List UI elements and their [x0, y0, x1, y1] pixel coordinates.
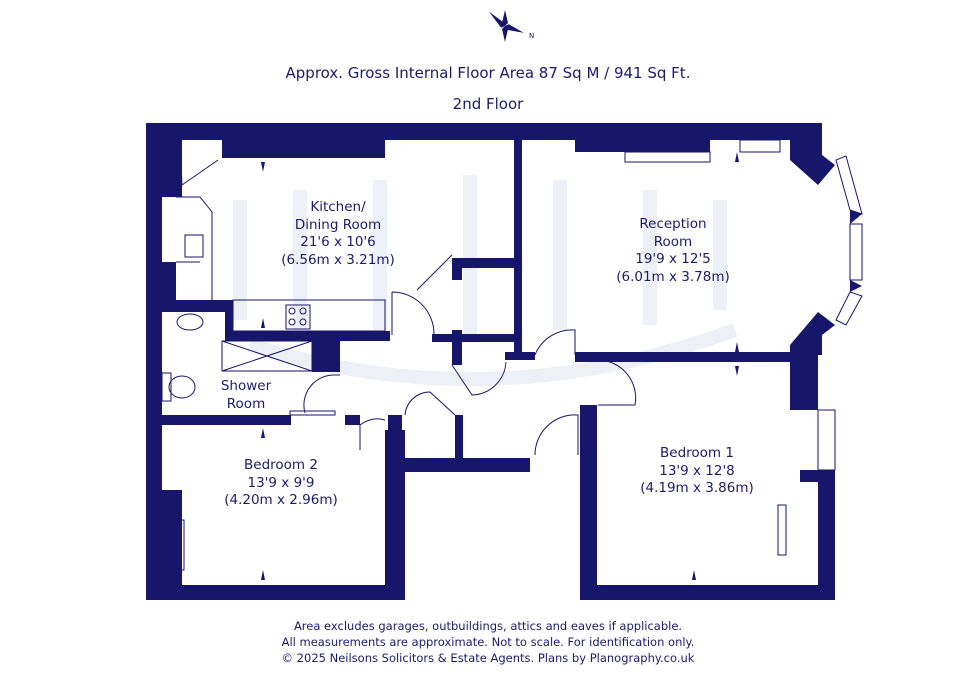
room-label-bedroom1: Bedroom 1 13'9 x 12'8 (4.19m x 3.86m) [640, 445, 754, 496]
footer-disclaimer: Area excludes garages, outbuildings, attics and eaves if applicable. All measurements are approximate. Not to scale. For identification only. © 2025 Neilsons Solicitors & Estate Agents. Plans by Planography.co.uk [281, 619, 695, 665]
floor-label: 2nd Floor [452, 95, 524, 113]
walls [146, 123, 862, 600]
room-label-shower: Shower Room [220, 378, 272, 412]
compass-label: N [529, 32, 535, 40]
room-label-bedroom2: Bedroom 2 13'9 x 9'9 (4.20m x 2.96m) [224, 457, 338, 508]
room-label-kitchen: Kitchen/ Dining Room 21'6 x 10'6 (6.56m x 3.21m) [281, 199, 395, 268]
compass-rose-icon [485, 10, 534, 42]
floor-area-title: Approx. Gross Internal Floor Area 87 Sq M / 941 Sq Ft. [285, 64, 691, 82]
room-label-reception: Reception Room 19'9 x 12'5 (6.01m x 3.78m) [616, 216, 730, 285]
